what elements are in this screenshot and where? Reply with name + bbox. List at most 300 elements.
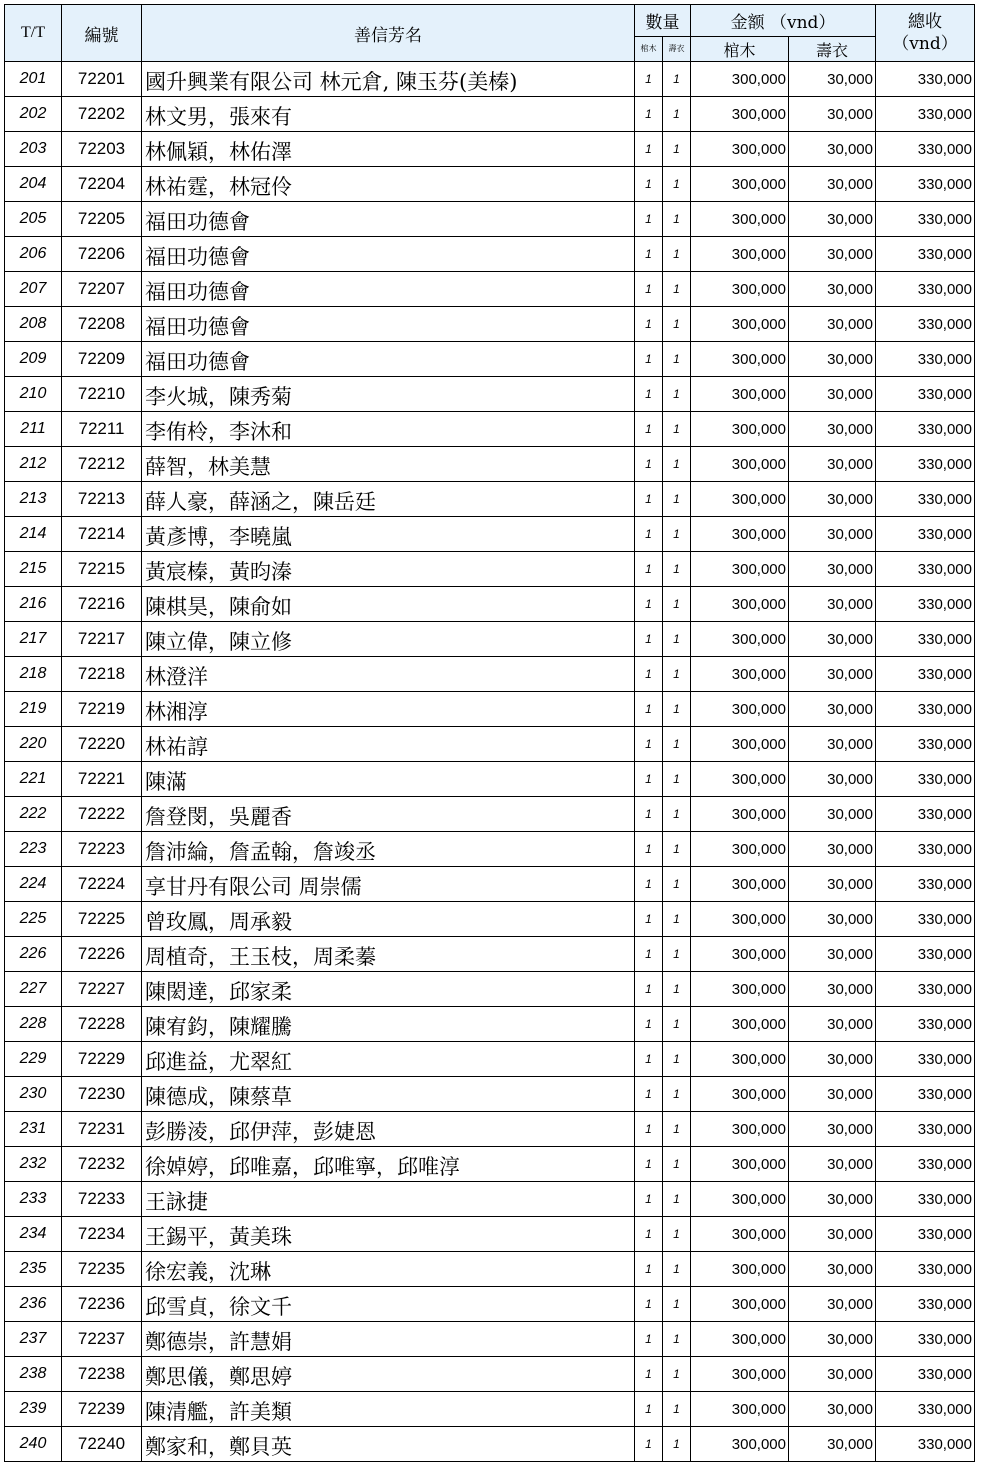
- row-qty-shroud: 1: [663, 1252, 691, 1287]
- row-code: 72217: [62, 622, 142, 657]
- row-number: 205: [5, 202, 62, 237]
- table-row: [5, 1182, 975, 1217]
- table-row: [5, 412, 975, 447]
- row-total: 330,000: [876, 482, 975, 517]
- row-qty-coffin: 1: [635, 1077, 663, 1112]
- row-number: 224: [5, 867, 62, 902]
- row-amount-coffin: 300,000: [691, 692, 789, 727]
- table-row: [5, 447, 975, 482]
- row-number: 227: [5, 972, 62, 1007]
- row-total: 330,000: [876, 377, 975, 412]
- row-code: 72238: [62, 1357, 142, 1392]
- row-code: 72235: [62, 1252, 142, 1287]
- row-code: 72236: [62, 1287, 142, 1322]
- row-amount-shroud: 30,000: [789, 1357, 876, 1392]
- row-amount-shroud: 30,000: [789, 1077, 876, 1112]
- row-qty-coffin: 1: [635, 412, 663, 447]
- row-number: 229: [5, 1042, 62, 1077]
- row-number: 203: [5, 132, 62, 167]
- row-amount-shroud: 30,000: [789, 1007, 876, 1042]
- row-amount-shroud: 30,000: [789, 937, 876, 972]
- row-total: 330,000: [876, 1392, 975, 1427]
- row-amount-coffin: 300,000: [691, 1357, 789, 1392]
- row-donor-name: 福田功德會: [142, 307, 635, 342]
- row-number: 225: [5, 902, 62, 937]
- row-total: 330,000: [876, 202, 975, 237]
- row-amount-shroud: 30,000: [789, 272, 876, 307]
- table-row: [5, 62, 975, 97]
- table-row: [5, 272, 975, 307]
- row-donor-name: 王錫平，黃美珠: [142, 1217, 635, 1252]
- row-qty-shroud: 1: [663, 202, 691, 237]
- row-code: 72226: [62, 937, 142, 972]
- row-number: 235: [5, 1252, 62, 1287]
- row-amount-shroud: 30,000: [789, 832, 876, 867]
- row-qty-coffin: 1: [635, 202, 663, 237]
- row-qty-shroud: 1: [663, 377, 691, 412]
- header-code: 編號: [62, 5, 142, 62]
- row-qty-shroud: 1: [663, 937, 691, 972]
- row-code: 72227: [62, 972, 142, 1007]
- row-amount-coffin: 300,000: [691, 1427, 789, 1462]
- row-total: 330,000: [876, 1287, 975, 1322]
- row-qty-coffin: 1: [635, 1112, 663, 1147]
- row-number: 204: [5, 167, 62, 202]
- row-number: 221: [5, 762, 62, 797]
- row-number: 237: [5, 1322, 62, 1357]
- row-amount-shroud: 30,000: [789, 1217, 876, 1252]
- row-amount-coffin: 300,000: [691, 1182, 789, 1217]
- row-total: 330,000: [876, 937, 975, 972]
- row-donor-name: 陳棋昊，陳俞如: [142, 587, 635, 622]
- row-qty-coffin: 1: [635, 937, 663, 972]
- row-amount-coffin: 300,000: [691, 1287, 789, 1322]
- row-qty-coffin: 1: [635, 1287, 663, 1322]
- table-row: [5, 797, 975, 832]
- row-amount-coffin: 300,000: [691, 622, 789, 657]
- row-qty-shroud: 1: [663, 1112, 691, 1147]
- row-total: 330,000: [876, 797, 975, 832]
- row-qty-coffin: 1: [635, 972, 663, 1007]
- table-row: [5, 867, 975, 902]
- row-number: 240: [5, 1427, 62, 1462]
- header-qty-shroud: 壽衣: [663, 37, 691, 62]
- row-amount-shroud: 30,000: [789, 1287, 876, 1322]
- row-qty-shroud: 1: [663, 832, 691, 867]
- row-amount-shroud: 30,000: [789, 797, 876, 832]
- row-amount-coffin: 300,000: [691, 937, 789, 972]
- row-amount-coffin: 300,000: [691, 1147, 789, 1182]
- row-total: 330,000: [876, 867, 975, 902]
- table-row: [5, 1322, 975, 1357]
- row-number: 214: [5, 517, 62, 552]
- row-amount-shroud: 30,000: [789, 972, 876, 1007]
- row-qty-shroud: 1: [663, 272, 691, 307]
- row-donor-name: 鄭思儀，鄭思婷: [142, 1357, 635, 1392]
- table-row: [5, 132, 975, 167]
- row-donor-name: 陳宥鈞，陳耀騰: [142, 1007, 635, 1042]
- row-number: 218: [5, 657, 62, 692]
- table-row: [5, 587, 975, 622]
- row-qty-coffin: 1: [635, 132, 663, 167]
- row-amount-shroud: 30,000: [789, 517, 876, 552]
- row-amount-coffin: 300,000: [691, 307, 789, 342]
- table-body: [5, 62, 975, 1462]
- row-amount-coffin: 300,000: [691, 1252, 789, 1287]
- row-qty-coffin: 1: [635, 587, 663, 622]
- row-amount-shroud: 30,000: [789, 377, 876, 412]
- row-amount-coffin: 300,000: [691, 762, 789, 797]
- row-qty-shroud: 1: [663, 1322, 691, 1357]
- row-code: 72212: [62, 447, 142, 482]
- row-amount-coffin: 300,000: [691, 1392, 789, 1427]
- row-code: 72223: [62, 832, 142, 867]
- row-amount-coffin: 300,000: [691, 62, 789, 97]
- table-row: [5, 1392, 975, 1427]
- table-row: [5, 377, 975, 412]
- row-donor-name: 林祐霆，林冠伶: [142, 167, 635, 202]
- row-qty-coffin: 1: [635, 307, 663, 342]
- row-qty-coffin: 1: [635, 762, 663, 797]
- row-amount-coffin: 300,000: [691, 447, 789, 482]
- table-row: [5, 902, 975, 937]
- row-total: 330,000: [876, 447, 975, 482]
- table-row: [5, 202, 975, 237]
- row-qty-shroud: 1: [663, 902, 691, 937]
- row-total: 330,000: [876, 1182, 975, 1217]
- row-donor-name: 李火城，陳秀菊: [142, 377, 635, 412]
- row-qty-coffin: 1: [635, 1217, 663, 1252]
- row-total: 330,000: [876, 972, 975, 1007]
- row-total: 330,000: [876, 167, 975, 202]
- row-code: 72211: [62, 412, 142, 447]
- row-total: 330,000: [876, 517, 975, 552]
- table-row: [5, 937, 975, 972]
- row-donor-name: 福田功德會: [142, 342, 635, 377]
- row-number: 222: [5, 797, 62, 832]
- row-qty-shroud: 1: [663, 1147, 691, 1182]
- row-donor-name: 陳立偉，陳立修: [142, 622, 635, 657]
- row-qty-coffin: 1: [635, 1042, 663, 1077]
- row-qty-shroud: 1: [663, 132, 691, 167]
- table-row: [5, 307, 975, 342]
- row-code: 72218: [62, 657, 142, 692]
- row-donor-name: 邱雪貞，徐文千: [142, 1287, 635, 1322]
- row-qty-shroud: 1: [663, 167, 691, 202]
- row-amount-coffin: 300,000: [691, 552, 789, 587]
- row-total: 330,000: [876, 1252, 975, 1287]
- row-donor-name: 王詠捷: [142, 1182, 635, 1217]
- row-code: 72221: [62, 762, 142, 797]
- row-number: 223: [5, 832, 62, 867]
- row-amount-shroud: 30,000: [789, 1042, 876, 1077]
- table-row: [5, 1217, 975, 1252]
- row-code: 72203: [62, 132, 142, 167]
- row-code: 72204: [62, 167, 142, 202]
- row-code: 72239: [62, 1392, 142, 1427]
- table-row: [5, 482, 975, 517]
- donation-table: [4, 4, 975, 1462]
- row-qty-coffin: 1: [635, 1427, 663, 1462]
- row-amount-coffin: 300,000: [691, 1322, 789, 1357]
- table-row: [5, 1007, 975, 1042]
- row-code: 72208: [62, 307, 142, 342]
- row-total: 330,000: [876, 62, 975, 97]
- row-donor-name: 彭勝淩，邱伊萍，彭婕恩: [142, 1112, 635, 1147]
- row-donor-name: 黃彥博，李曉嵐: [142, 517, 635, 552]
- row-amount-shroud: 30,000: [789, 1392, 876, 1427]
- row-donor-name: 福田功德會: [142, 202, 635, 237]
- row-amount-shroud: 30,000: [789, 132, 876, 167]
- row-donor-name: 福田功德會: [142, 237, 635, 272]
- row-donor-name: 薛智，林美慧: [142, 447, 635, 482]
- row-code: 72237: [62, 1322, 142, 1357]
- row-amount-coffin: 300,000: [691, 377, 789, 412]
- row-total: 330,000: [876, 97, 975, 132]
- row-number: 207: [5, 272, 62, 307]
- row-donor-name: 黃宸榛，黃昀溱: [142, 552, 635, 587]
- table-row: [5, 1252, 975, 1287]
- row-donor-name: 林湘淳: [142, 692, 635, 727]
- row-amount-coffin: 300,000: [691, 867, 789, 902]
- row-qty-coffin: 1: [635, 377, 663, 412]
- row-qty-shroud: 1: [663, 1392, 691, 1427]
- row-qty-shroud: 1: [663, 1007, 691, 1042]
- row-number: 206: [5, 237, 62, 272]
- row-code: 72202: [62, 97, 142, 132]
- row-donor-name: 李侑柃，李沐和: [142, 412, 635, 447]
- row-qty-shroud: 1: [663, 692, 691, 727]
- row-qty-shroud: 1: [663, 412, 691, 447]
- row-total: 330,000: [876, 412, 975, 447]
- row-qty-coffin: 1: [635, 97, 663, 132]
- row-total: 330,000: [876, 307, 975, 342]
- row-qty-coffin: 1: [635, 902, 663, 937]
- row-donor-name: 陳德成，陳蔡草: [142, 1077, 635, 1112]
- row-amount-shroud: 30,000: [789, 1322, 876, 1357]
- row-qty-shroud: 1: [663, 307, 691, 342]
- row-qty-shroud: 1: [663, 1077, 691, 1112]
- header-amount-shroud: 壽衣: [789, 37, 876, 62]
- row-amount-shroud: 30,000: [789, 167, 876, 202]
- row-code: 72205: [62, 202, 142, 237]
- row-donor-name: 邱進益，尤翠紅: [142, 1042, 635, 1077]
- row-code: 72214: [62, 517, 142, 552]
- row-total: 330,000: [876, 1077, 975, 1112]
- row-qty-shroud: 1: [663, 657, 691, 692]
- row-code: 72213: [62, 482, 142, 517]
- row-amount-shroud: 30,000: [789, 902, 876, 937]
- row-code: 72207: [62, 272, 142, 307]
- row-qty-shroud: 1: [663, 1427, 691, 1462]
- row-amount-coffin: 300,000: [691, 1112, 789, 1147]
- row-qty-shroud: 1: [663, 1287, 691, 1322]
- row-amount-shroud: 30,000: [789, 1182, 876, 1217]
- row-amount-shroud: 30,000: [789, 97, 876, 132]
- row-qty-shroud: 1: [663, 517, 691, 552]
- row-code: 72233: [62, 1182, 142, 1217]
- row-qty-coffin: 1: [635, 1357, 663, 1392]
- row-qty-coffin: 1: [635, 447, 663, 482]
- row-qty-shroud: 1: [663, 1357, 691, 1392]
- row-donor-name: 陳閎達，邱家柔: [142, 972, 635, 1007]
- table-row: [5, 342, 975, 377]
- row-qty-shroud: 1: [663, 797, 691, 832]
- row-qty-shroud: 1: [663, 1182, 691, 1217]
- row-amount-shroud: 30,000: [789, 762, 876, 797]
- table-row: [5, 832, 975, 867]
- row-qty-shroud: 1: [663, 1042, 691, 1077]
- row-qty-shroud: 1: [663, 482, 691, 517]
- row-code: 72216: [62, 587, 142, 622]
- row-qty-coffin: 1: [635, 272, 663, 307]
- row-code: 72219: [62, 692, 142, 727]
- row-number: 236: [5, 1287, 62, 1322]
- row-amount-shroud: 30,000: [789, 552, 876, 587]
- header-amount: 金额 （vnd）: [691, 5, 876, 37]
- row-number: 239: [5, 1392, 62, 1427]
- row-amount-coffin: 300,000: [691, 657, 789, 692]
- row-amount-shroud: 30,000: [789, 1252, 876, 1287]
- row-qty-coffin: 1: [635, 832, 663, 867]
- row-qty-shroud: 1: [663, 1217, 691, 1252]
- row-total: 330,000: [876, 552, 975, 587]
- table-row: [5, 552, 975, 587]
- row-number: 212: [5, 447, 62, 482]
- header-tt: T/T: [5, 5, 62, 62]
- row-number: 226: [5, 937, 62, 972]
- row-amount-shroud: 30,000: [789, 482, 876, 517]
- row-donor-name: 詹沛綸，詹孟翰，詹竣丞: [142, 832, 635, 867]
- row-code: 72230: [62, 1077, 142, 1112]
- row-total: 330,000: [876, 1357, 975, 1392]
- table-row: [5, 1077, 975, 1112]
- row-code: 72232: [62, 1147, 142, 1182]
- table-row: [5, 237, 975, 272]
- row-amount-coffin: 300,000: [691, 272, 789, 307]
- row-amount-shroud: 30,000: [789, 692, 876, 727]
- row-code: 72234: [62, 1217, 142, 1252]
- row-number: 209: [5, 342, 62, 377]
- row-amount-coffin: 300,000: [691, 972, 789, 1007]
- row-amount-shroud: 30,000: [789, 307, 876, 342]
- row-total: 330,000: [876, 692, 975, 727]
- row-donor-name: 享甘丹有限公司 周崇儒: [142, 867, 635, 902]
- row-amount-coffin: 300,000: [691, 237, 789, 272]
- row-amount-coffin: 300,000: [691, 587, 789, 622]
- row-code: 72206: [62, 237, 142, 272]
- table-header: [5, 5, 975, 62]
- row-donor-name: 周植奇，王玉枝，周柔蓁: [142, 937, 635, 972]
- row-amount-coffin: 300,000: [691, 797, 789, 832]
- row-qty-coffin: 1: [635, 657, 663, 692]
- row-amount-shroud: 30,000: [789, 447, 876, 482]
- row-qty-coffin: 1: [635, 622, 663, 657]
- row-donor-name: 林文男，張來有: [142, 97, 635, 132]
- row-qty-coffin: 1: [635, 1182, 663, 1217]
- row-donor-name: 陳清艦，許美類: [142, 1392, 635, 1427]
- row-total: 330,000: [876, 657, 975, 692]
- row-code: 72215: [62, 552, 142, 587]
- row-number: 233: [5, 1182, 62, 1217]
- row-code: 72222: [62, 797, 142, 832]
- row-donor-name: 國升興業有限公司 林元倉, 陳玉芬(美榛): [142, 62, 635, 97]
- header-qty-coffin: 棺木: [635, 37, 663, 62]
- row-total: 330,000: [876, 622, 975, 657]
- row-qty-shroud: 1: [663, 867, 691, 902]
- row-number: 201: [5, 62, 62, 97]
- row-qty-coffin: 1: [635, 237, 663, 272]
- header-amount-coffin: 棺木: [691, 37, 789, 62]
- row-qty-shroud: 1: [663, 622, 691, 657]
- row-qty-coffin: 1: [635, 1147, 663, 1182]
- row-qty-shroud: 1: [663, 237, 691, 272]
- header-total-unit: （vnd）: [892, 34, 958, 54]
- table-row: [5, 1287, 975, 1322]
- row-amount-shroud: 30,000: [789, 727, 876, 762]
- row-amount-coffin: 300,000: [691, 482, 789, 517]
- row-qty-shroud: 1: [663, 97, 691, 132]
- header-name: 善信芳名: [142, 5, 635, 62]
- row-qty-coffin: 1: [635, 727, 663, 762]
- table-row: [5, 1357, 975, 1392]
- row-total: 330,000: [876, 762, 975, 797]
- row-amount-shroud: 30,000: [789, 1427, 876, 1462]
- row-donor-name: 徐婥婷，邱唯嘉，邱唯寧，邱唯淳: [142, 1147, 635, 1182]
- row-amount-coffin: 300,000: [691, 167, 789, 202]
- row-donor-name: 薛人豪，薛涵之，陳岳廷: [142, 482, 635, 517]
- row-donor-name: 陳滿: [142, 762, 635, 797]
- table-row: [5, 1427, 975, 1462]
- row-qty-coffin: 1: [635, 552, 663, 587]
- row-code: 72225: [62, 902, 142, 937]
- row-amount-shroud: 30,000: [789, 657, 876, 692]
- row-qty-shroud: 1: [663, 342, 691, 377]
- row-qty-shroud: 1: [663, 552, 691, 587]
- table-row: [5, 972, 975, 1007]
- row-qty-shroud: 1: [663, 762, 691, 797]
- row-donor-name: 鄭德崇，許慧娟: [142, 1322, 635, 1357]
- row-qty-shroud: 1: [663, 972, 691, 1007]
- row-amount-coffin: 300,000: [691, 202, 789, 237]
- row-total: 330,000: [876, 342, 975, 377]
- header-total-label: 總收: [908, 12, 942, 32]
- row-number: 220: [5, 727, 62, 762]
- row-total: 330,000: [876, 1217, 975, 1252]
- row-total: 330,000: [876, 1147, 975, 1182]
- row-total: 330,000: [876, 587, 975, 622]
- row-number: 234: [5, 1217, 62, 1252]
- row-amount-shroud: 30,000: [789, 62, 876, 97]
- row-amount-shroud: 30,000: [789, 1112, 876, 1147]
- row-amount-coffin: 300,000: [691, 1217, 789, 1252]
- row-amount-shroud: 30,000: [789, 202, 876, 237]
- row-qty-coffin: 1: [635, 1322, 663, 1357]
- row-donor-name: 鄭家和，鄭貝英: [142, 1427, 635, 1462]
- row-amount-coffin: 300,000: [691, 1042, 789, 1077]
- row-code: 72229: [62, 1042, 142, 1077]
- row-number: 232: [5, 1147, 62, 1182]
- row-amount-coffin: 300,000: [691, 727, 789, 762]
- row-donor-name: 林佩穎，林佑澤: [142, 132, 635, 167]
- row-number: 215: [5, 552, 62, 587]
- row-donor-name: 林澄洋: [142, 657, 635, 692]
- table-row: [5, 517, 975, 552]
- table-row: [5, 762, 975, 797]
- row-qty-coffin: 1: [635, 517, 663, 552]
- row-amount-shroud: 30,000: [789, 237, 876, 272]
- row-amount-coffin: 300,000: [691, 1007, 789, 1042]
